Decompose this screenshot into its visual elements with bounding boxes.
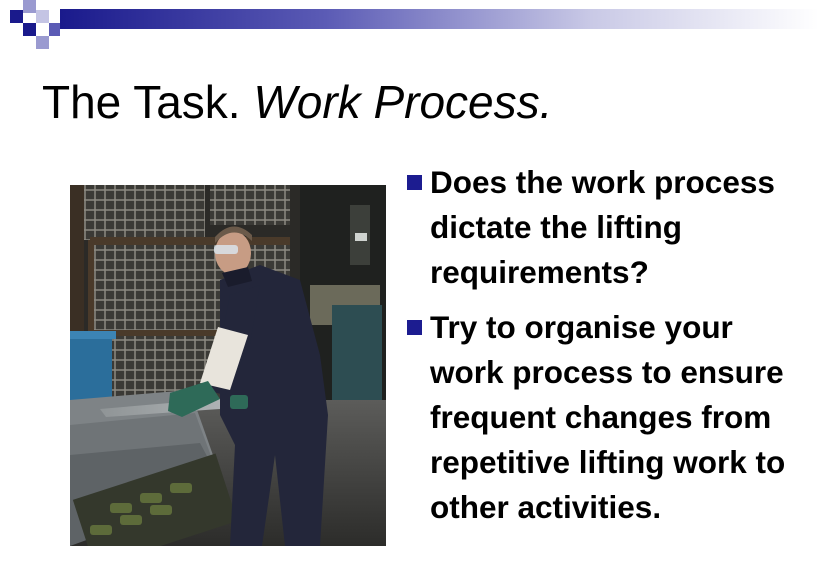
decor-square	[36, 36, 49, 49]
decor-square	[36, 10, 49, 23]
worker-lifting-image	[70, 185, 386, 546]
decor-square	[23, 0, 36, 13]
bullet-square-icon	[407, 320, 422, 335]
bullet-square-icon	[407, 175, 422, 190]
bullet-text: Try to organise your work process to ensure frequent changes from repetitive lifting work to other activities.	[430, 309, 786, 525]
title-gradient-bar	[60, 9, 819, 29]
bullet-item	[405, 305, 815, 530]
decor-square	[49, 23, 60, 36]
top-decorative-band	[0, 0, 819, 52]
bullet-item	[405, 160, 815, 295]
worker-photo	[70, 185, 386, 546]
decor-square	[23, 23, 36, 36]
bullet-text: Does the work process dictate the lifting requirements?	[430, 164, 775, 290]
slide-title-italic: Work Process.	[253, 76, 553, 128]
decor-square	[10, 10, 23, 23]
slide-title	[42, 74, 552, 130]
bullet-list	[405, 160, 815, 540]
slide-title-plain: The Task.	[42, 76, 254, 128]
